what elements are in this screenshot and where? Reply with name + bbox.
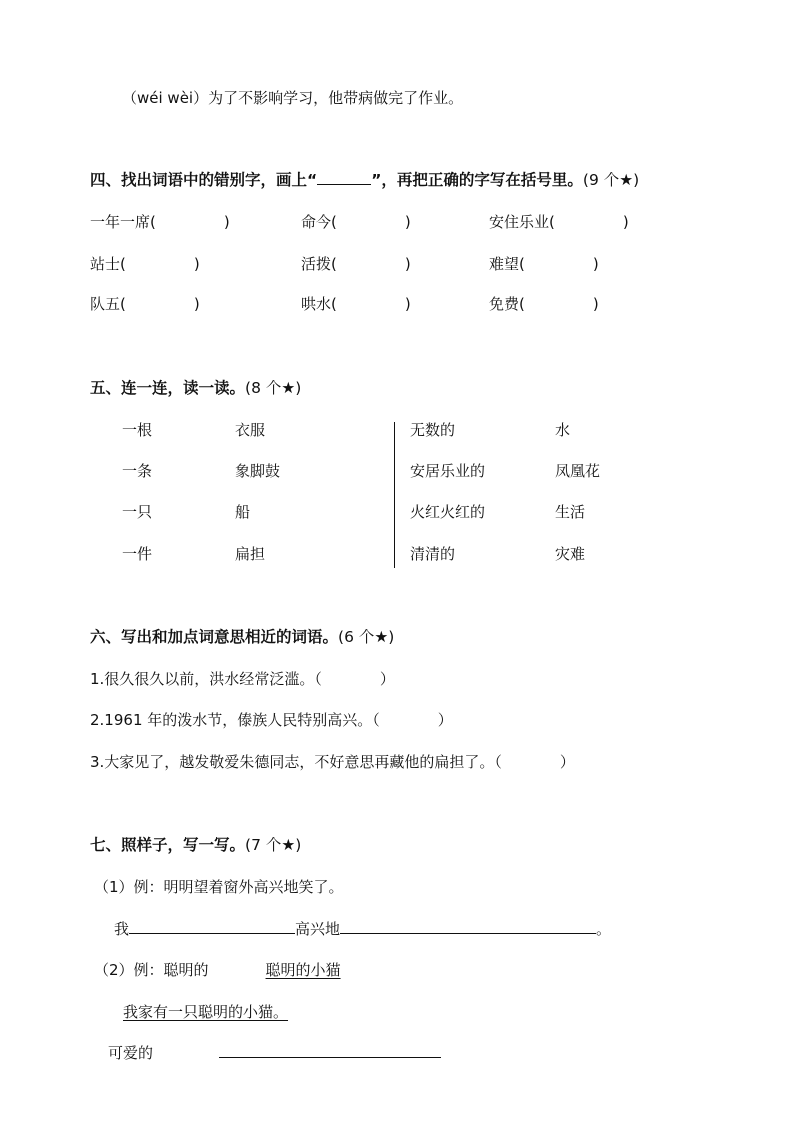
s5-left-a-1: 一根 xyxy=(122,421,153,439)
s5-left-b-4: 扁担 xyxy=(235,545,266,563)
section-7-title xyxy=(90,835,301,855)
s5-right-a-4: 清清的 xyxy=(410,545,456,563)
s5-right-b-4: 灾难 xyxy=(555,545,586,563)
top-sentence: （wéi wèi）为了不影响学习，他带病做完了作业。 xyxy=(122,89,464,107)
underline-sample xyxy=(317,170,371,185)
section-7-score: (7 个★) xyxy=(245,836,302,854)
s4-item-3: 安住乐业( ) xyxy=(489,213,629,231)
s5-right-b-3: 生活 xyxy=(555,503,586,521)
blank-3[interactable] xyxy=(219,1043,441,1058)
s7-example-2: （2）例：聪明的 聪明的小猫 xyxy=(94,961,341,979)
s7-fill-line-2: 可爱的 xyxy=(108,1043,441,1063)
s6-item-3: 3.大家见了，越发敬爱朱德同志，不好意思再藏他的扁担了。（ ） xyxy=(90,753,575,771)
section-5-title-text: 五、连一连，读一读。 xyxy=(90,379,246,397)
s7-fill-line-1: 我 高兴地 。 xyxy=(114,920,612,938)
s4-item-1: 一年一席( ) xyxy=(90,213,230,231)
s5-right-a-1: 无数的 xyxy=(410,421,456,439)
s5-right-b-1: 水 xyxy=(555,421,571,439)
example-phrase: 聪明的小猫 xyxy=(265,961,341,979)
s4-item-2: 命今( ) xyxy=(301,213,411,231)
section-7-title-text: 七、照样子，写一写。 xyxy=(90,836,246,854)
section-6-title xyxy=(90,627,394,647)
s4-item-9: 免费( ) xyxy=(489,295,599,313)
s5-right-b-2: 凤凰花 xyxy=(555,462,601,480)
s6-item-2: 2.1961 年的泼水节，傣族人民特别高兴。（ ） xyxy=(90,711,453,729)
s5-left-a-2: 一条 xyxy=(122,462,153,480)
blank-2[interactable] xyxy=(340,919,596,934)
s4-item-6: 难望( ) xyxy=(489,255,599,273)
s5-left-b-2: 象脚鼓 xyxy=(235,462,281,480)
s7-example-1: （1）例：明明望着窗外高兴地笑了。 xyxy=(94,878,344,896)
s5-left-a-3: 一只 xyxy=(122,503,153,521)
section-6-score: (6 个★) xyxy=(338,628,395,646)
section-4-score: (9 个★) xyxy=(582,171,640,189)
s5-left-a-4: 一件 xyxy=(122,545,153,563)
s6-item-1: 1.很久很久以前，洪水经常泛滥。（ ） xyxy=(90,670,395,688)
section-5-title xyxy=(90,378,301,398)
section-5-score: (8 个★) xyxy=(245,379,302,397)
section-4-title-pre: 四、找出词语中的错别字，画上“ xyxy=(90,171,318,189)
s5-right-a-2: 安居乐业的 xyxy=(410,462,486,480)
section-6-title-text: 六、写出和加点词意思相近的词语。 xyxy=(90,628,339,646)
s4-item-8: 哄水( ) xyxy=(301,295,411,313)
column-divider xyxy=(394,422,395,568)
example-sentence: 我家有一只聪明的小猫。 xyxy=(123,1003,289,1021)
s4-item-5: 活拨( ) xyxy=(301,255,411,273)
s5-left-b-1: 衣服 xyxy=(235,421,266,439)
s4-item-4: 站士( ) xyxy=(90,255,200,273)
section-4-title xyxy=(90,170,639,190)
s4-item-7: 队五( ) xyxy=(90,295,200,313)
section-4-title-post: ”，再把正确的字写在括号里。 xyxy=(371,171,583,189)
blank-1[interactable] xyxy=(129,919,295,934)
s5-left-b-3: 船 xyxy=(235,503,251,521)
s5-right-a-3: 火红火红的 xyxy=(410,503,486,521)
